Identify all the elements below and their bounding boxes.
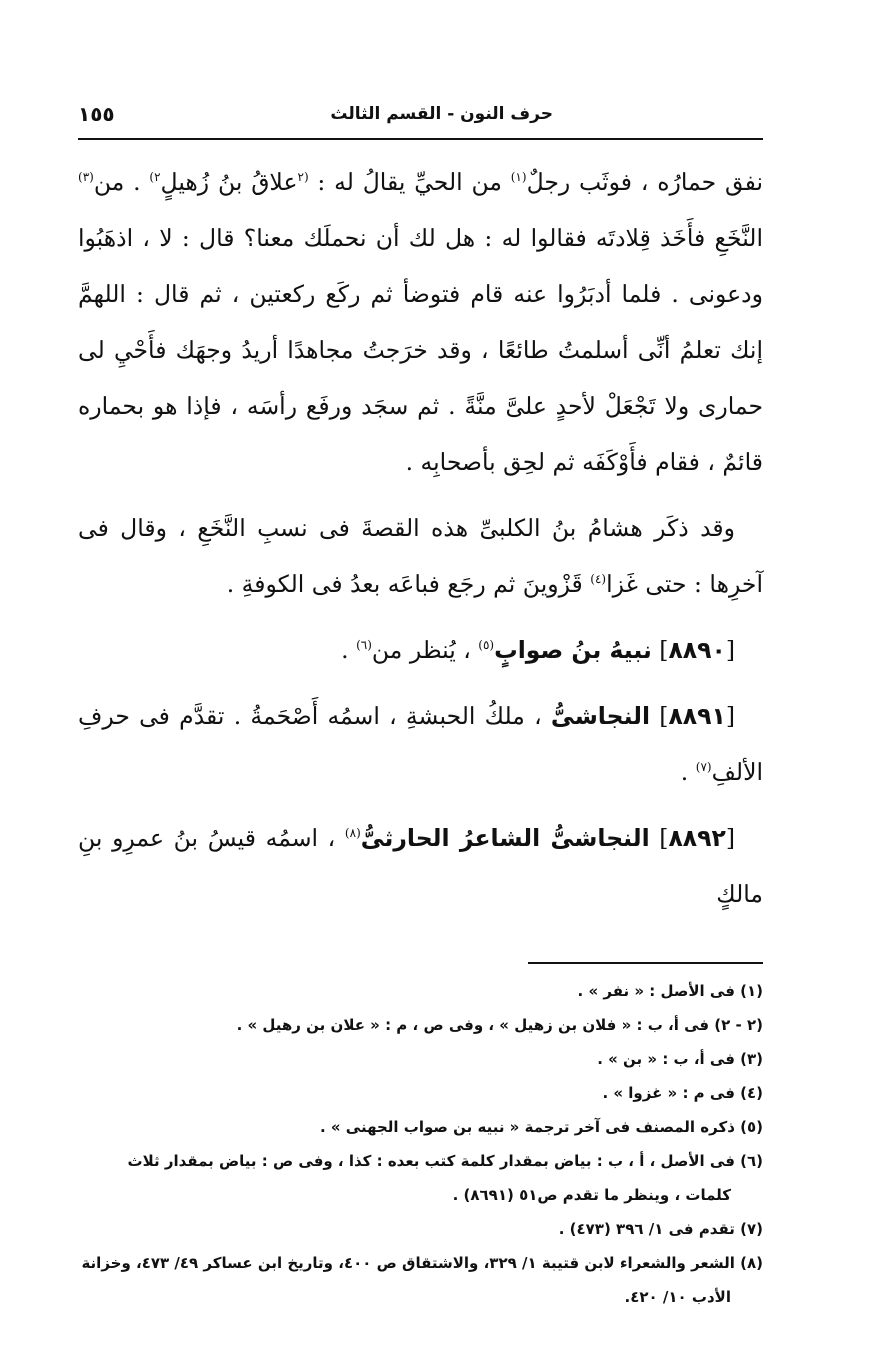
text-run: نفق حمارُه ، فوثَب رجلٌ — [526, 168, 763, 196]
page-number: ١٥٥ — [78, 102, 115, 126]
footnote: (١) فى الأصل : « نفر » . — [577, 982, 763, 1000]
text-run: ، اسمُه قيسُ بنُ عمرِو بنِ مالكٍ — [78, 824, 763, 908]
footnote-ref: ٢) — [149, 170, 161, 185]
text-run: . — [341, 636, 357, 664]
footnote-ref: (٨) — [344, 826, 361, 841]
footnote-ref: (٦) — [356, 638, 372, 653]
footnote-ref: (٣) — [78, 170, 94, 185]
text-run: [ — [725, 702, 735, 730]
text-run: ، يُنظر من — [371, 636, 479, 664]
footnote: (٧) تقدم فى ١/ ٣٩٦ (٤٧٣) . — [558, 1220, 763, 1238]
footnote: (٥) ذكره المصنف فى آخر ترجمة « نبيه بن صواب الجهنى » . — [319, 1118, 763, 1136]
text-run: ] — [651, 636, 669, 664]
paragraph — [78, 154, 763, 490]
footnote-rule — [528, 962, 763, 964]
footnote: (٦) فى الأصل ، أ ، ب : بياض بمقدار كلمة كتب بعده : كذا ، وفى ص : بياض بمقدار ثلاث كلمات ، وينظر ما تقدم ص٥١ (٨٦٩١) . — [127, 1152, 763, 1204]
biography-entry — [78, 622, 763, 678]
text-run: قَزْوينَ ثم رجَع فباعَه بعدُ فى الكوفةِ . — [226, 570, 591, 598]
page-header — [78, 98, 763, 136]
entry-heading: ٨٨٩٢ — [668, 824, 726, 852]
footnote: (٢ - ٢) فى أ، ب : « فلان بن زهيل » ، وفى ص ، م : « علان بن رهيل » . — [236, 1016, 763, 1034]
entry-heading: النجاشىُّ — [550, 702, 651, 730]
entry-heading: نبيهُ بنُ صوابٍ — [494, 636, 652, 664]
biography-entry — [78, 810, 763, 922]
running-head: حرف النون - القسم الثالث — [330, 104, 553, 124]
text-run: [ — [725, 636, 735, 664]
text-run: [ — [725, 824, 735, 852]
text-run: وقد ذكَر هشامُ بنُ الكلبىِّ هذه القصةَ فى نسبِ النَّخَعِ ، وقال فى آخرِها : حتى غَزا — [78, 514, 763, 598]
footnote-ref: (١) — [510, 170, 527, 185]
entry-heading: ٨٨٩١ — [668, 702, 726, 730]
footnote-ref: (٧) — [695, 760, 712, 775]
text-run: من الحيِّ يقالُ له : — [308, 168, 511, 196]
footnote: (٨) الشعر والشعراء لابن قتيبة ١/ ٣٢٩، والاشتقاق ص ٤٠٠، وتاريخ ابن عساكر ٤٩/ ٤٧٣، وخزانة الأدب ١٠/ ٤٢٠. — [81, 1254, 763, 1306]
footnote: (٣) فى أ، ب : « بن » . — [597, 1050, 763, 1068]
footnotes — [78, 974, 763, 1314]
text-run: علاقُ بنُ زُهيلٍ — [160, 168, 298, 196]
book-page — [78, 98, 763, 1327]
paragraph — [78, 500, 763, 612]
text-run: ، ملكُ الحبشةِ ، اسمُه أَصْحَمةُ . تقدَّم فى حرفِ الألفِ — [78, 702, 763, 786]
text-run: ] — [649, 824, 669, 852]
header-rule — [78, 138, 763, 140]
footnote-ref: (٥) — [478, 638, 495, 653]
biography-entry — [78, 688, 763, 800]
footnote-ref: (٢ — [297, 170, 309, 185]
entry-heading: النجاشىُّ الشاعرُ الحارثىُّ — [360, 824, 650, 852]
footnote-ref: (٤) — [590, 572, 607, 587]
main-text — [78, 154, 763, 922]
text-run: النَّخَعِ فأَخَذ قِلادتَه فقالوا له : هل لك أن نحملَك معنا؟ قال : لا ، اذهَبُوا ودعونى . فلما أدبَرُوا عنه قام فتوضأ ثم ركَع ركعتين ، ثم قال : اللهمَّ إنك تعلمُ أنِّى أسلمتُ طائعًا ، وقد خرَجتُ مجاهدًا أريدُ وجهَك فأَحْيِ لى حمارى ولا تَجْعَلْ لأحدٍ علىَّ منَّةً . ثم سجَد ورفَع رأسَه ، فإذا هو بحماره قائمٌ ، فقام فأَوْكَفَه ثم لحِق بأصحابِه . — [78, 224, 763, 476]
text-run: ] — [650, 702, 669, 730]
text-run: . من — [93, 168, 150, 196]
footnote: (٤) فى م : « غزوا » . — [602, 1084, 763, 1102]
entry-heading: ٨٨٩٠ — [668, 636, 726, 664]
text-run: . — [680, 758, 696, 786]
